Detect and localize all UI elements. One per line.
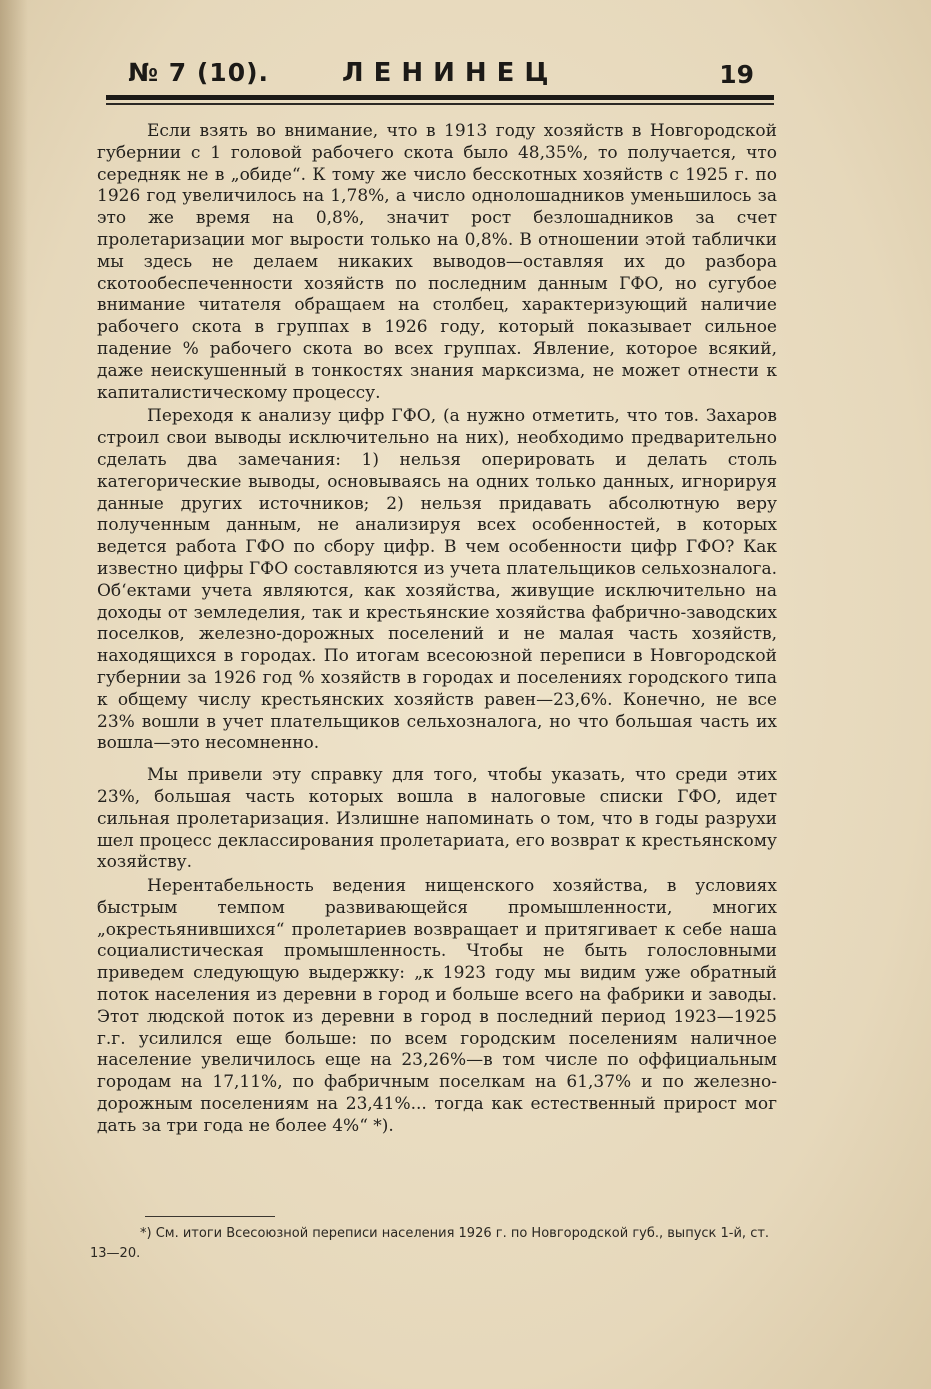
paragraph-1: Если взять во внимание, что в 1913 году хозяйств в Новгородской губернии с 1 головой рабочего скота было 48,35%, то получается, что середняк не в „обиде“. К тому же число бесскотных хозяйств с 1925 г. по 1926 год увеличилось на 1,78%, а число однолошадников уменьшилось за это же время на 0,8%, значит рост безлошадников за счет пролетаризации мог вырости только на 0,8%. В отношении этой таблички мы здесь не делаем никаких выводов—оставляя их до разбора скотообеспеченности хозяйств по последним данным ГФО, но сугубое внимание читателя обращаем на столбец, характеризующий наличие рабочего скота в группах в 1926 году, который показывает сильное падение % рабочего скота во всех группах. Явление, которое всякий, даже неискушенный в тонкостях знания марксизма, не может отнести к капиталистическому процессу. — [97, 121, 777, 403]
article-body — [97, 121, 777, 1138]
footnote: *) См. итоги Всесоюзной переписи населения 1926 г. по Новгородской губ., выпуск 1-й, ст. 13—20. — [90, 1226, 770, 1261]
masthead-title: ЛЕНИНЕЦ — [342, 58, 559, 88]
paragraph-4: Нерентабельность ведения нищенского хозяйства, в условиях быстрым темпом развивающейся промышленности, многих „окрестьянившихся“ пролетариев возвращает и притягивает к себе наша социалистическая промышленность. Чтобы не быть голословными приведем следующую выдержку: „к 1923 году мы видим уже обратный поток населения из деревни в город и больше всего на фабрики и заводы. Этот людской поток из деревни в город в последний период 1923—1925 г.г. усилился еще больше: по всем городским поселениям наличное население увеличилось еще на 23,26%—в том числе по оффициальным городам на 17,11%, по фабричным поселкам на 61,37% и по железно-дорожным поселениям на 23,41%... тогда как естественный прирост мог дать за три года не более 4%“ *). — [97, 876, 777, 1136]
page-edge-shadow — [0, 0, 28, 1389]
paragraph-3: Мы привели эту справку для того, чтобы указать, что среди этих 23%, большая часть которых вошла в налоговые списки ГФО, идет сильная пролетаризация. Излишне напоминать о том, что в годы разрухи шел процесс деклассирования пролетариата, его возврат к крестьянскому хозяйству. — [97, 765, 777, 873]
running-header — [106, 56, 774, 96]
page-number: 19 — [719, 60, 754, 89]
issue-number: № 7 (10). — [128, 58, 270, 87]
header-rule-thick — [106, 95, 774, 100]
footnote-rule — [145, 1216, 275, 1217]
header-rule-thin — [106, 103, 774, 105]
paragraph-2: Переходя к анализу цифр ГФО, (а нужно отметить, что тов. Захаров строил свои выводы исключительно на них), необходимо предварительно сделать два замечания: 1) нельзя оперировать и делать столь категорические выводы, основываясь на одних только данных, игнорируя данные других источников; 2) нельзя придавать абсолютную веру полученным данным, не анализируя всех особенностей, в которых ведется работа ГФО по сбору цифр. В чем особенности цифр ГФО? Как известно цифры ГФО составляются из учета плательщиков сельхозналога. Об‘ектами учета являются, как хозяйства, живущие исключительно на доходы от земледелия, так и крестьянские хозяйства фабрично-заводских поселков, железно-дорожных поселений и не малая часть хозяйств, находящихся в городах. По итогам всесоюзной переписи в Новгородской губернии за 1926 год % хозяйств в городах и поселениях городского типа к общему числу крестьянских хозяйств равен—23,6%. Конечно, не все 23% вошли в учет плательщиков сельхозналога, но что большая часть их вошла—это несомненно. — [97, 406, 777, 754]
